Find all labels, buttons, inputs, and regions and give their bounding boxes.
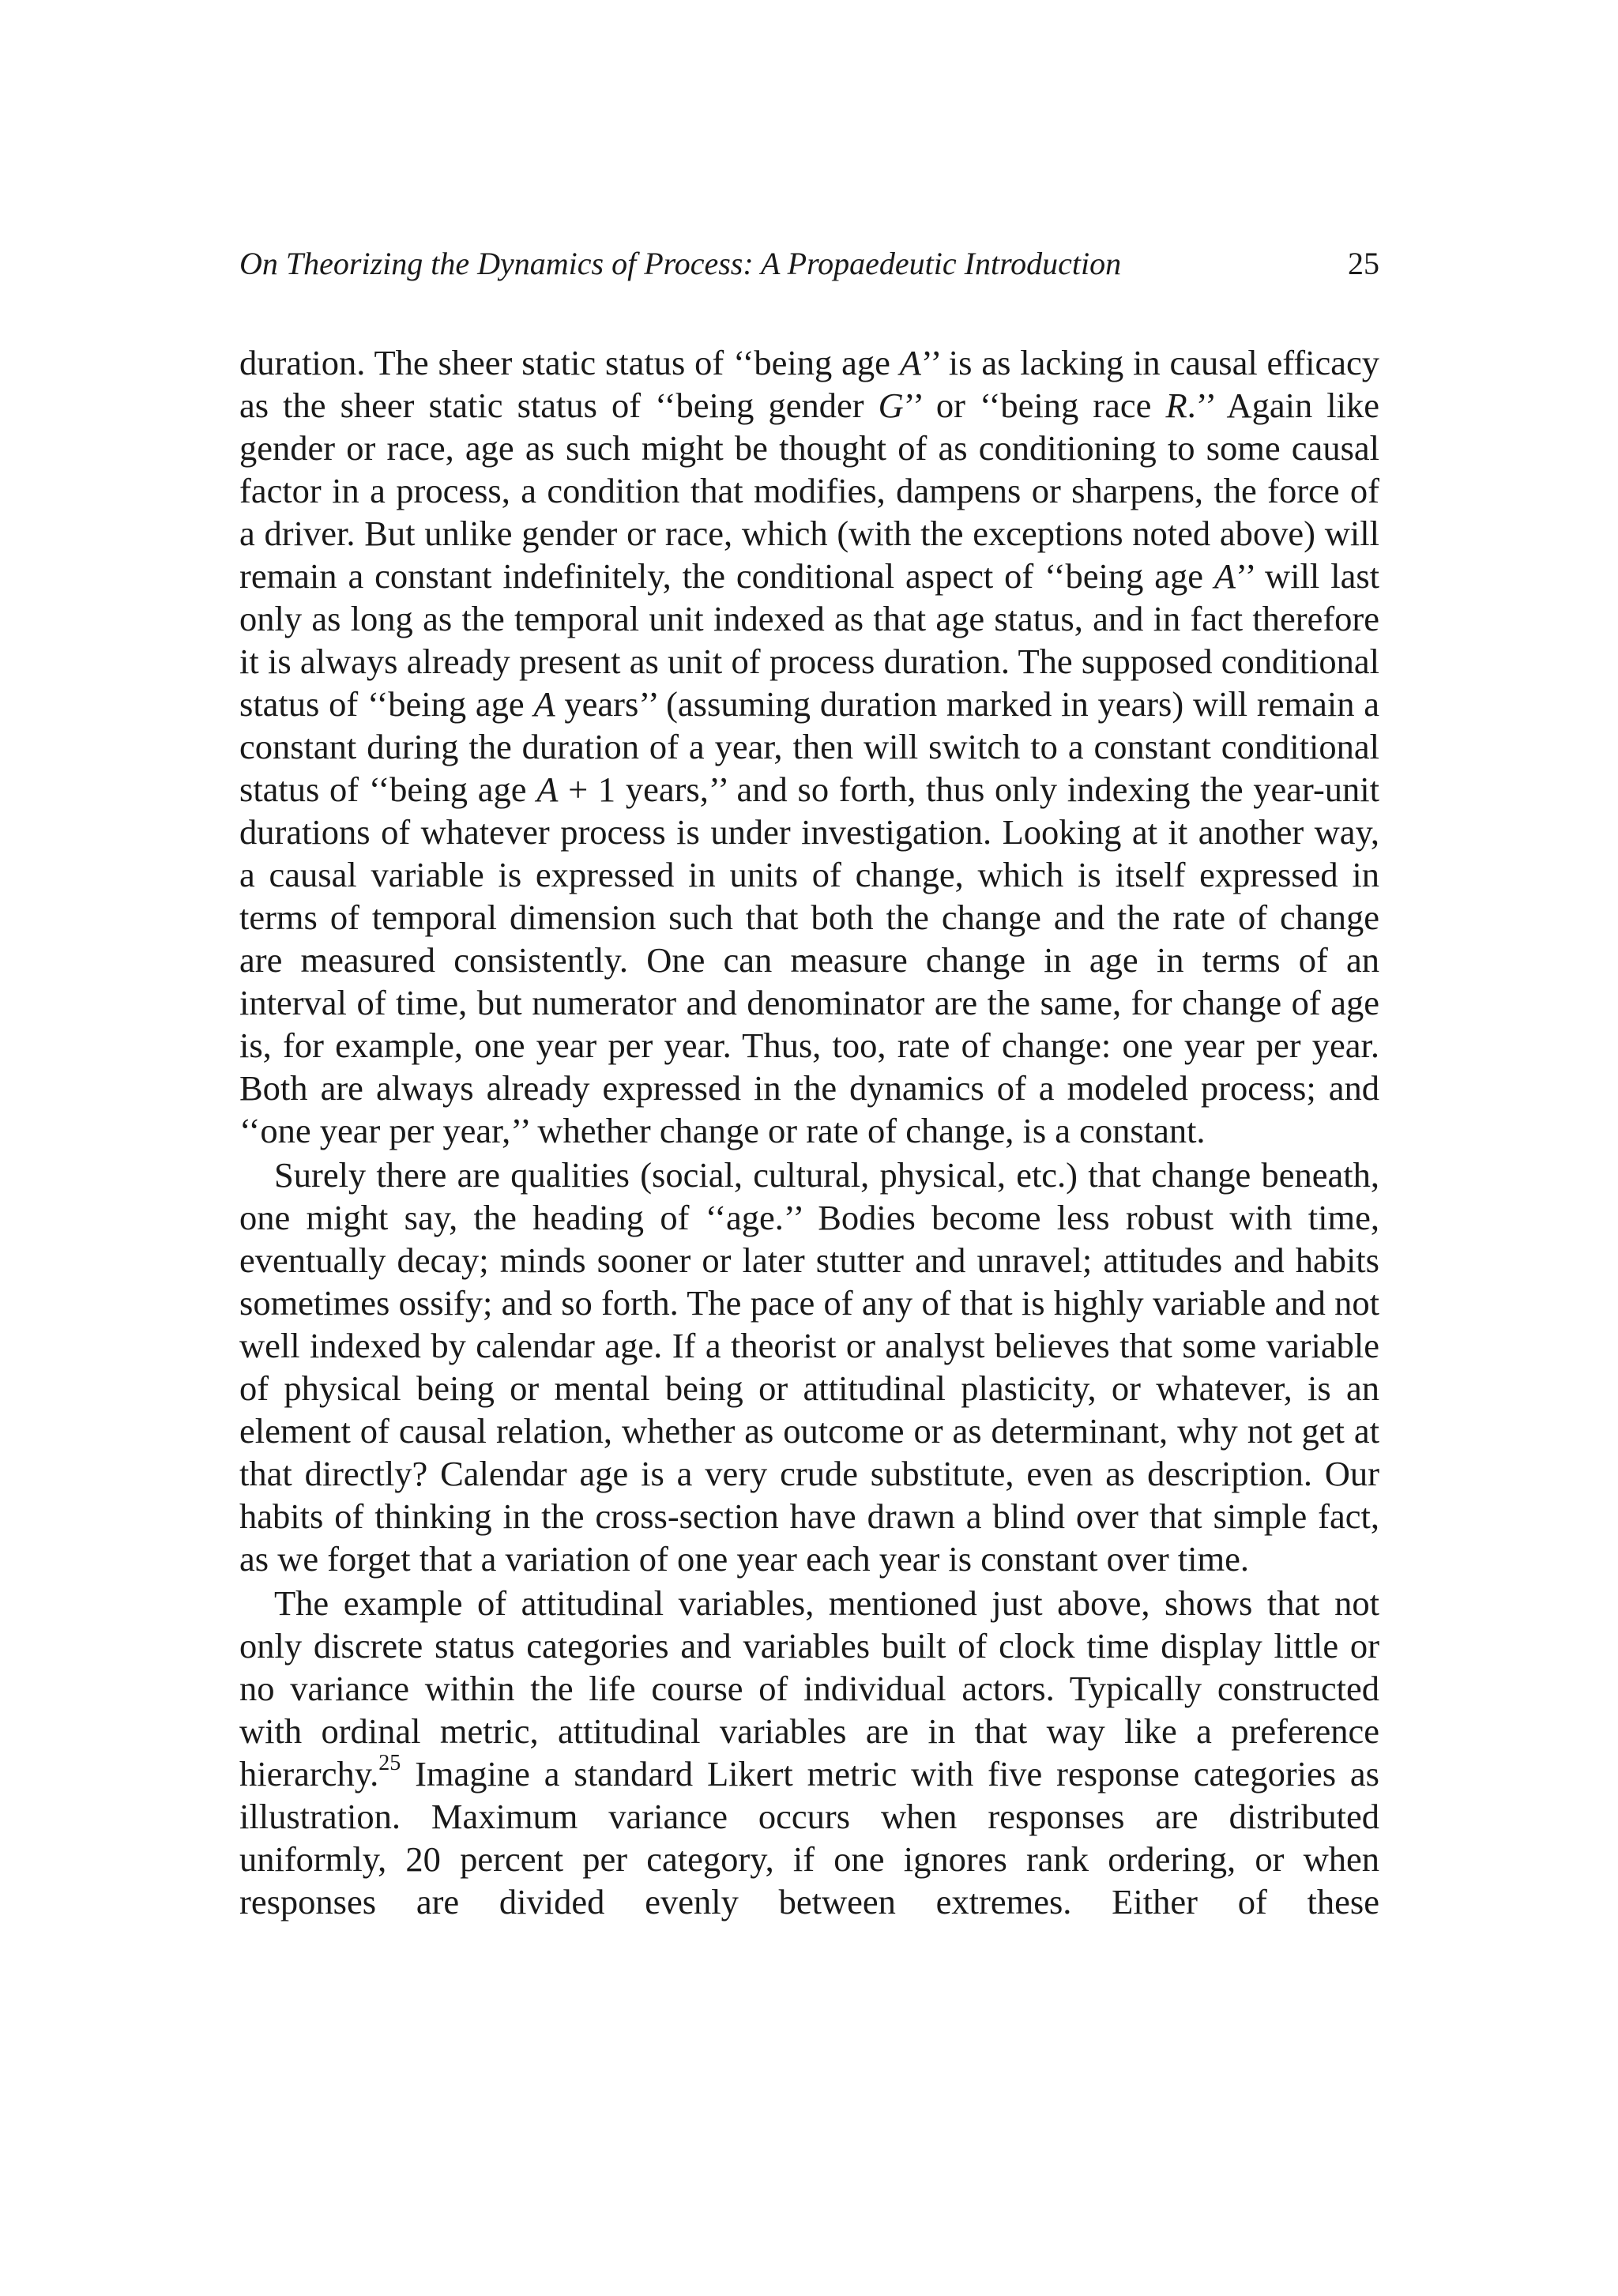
running-head: On Theorizing the Dynamics of Process: A Propaedeutic Introduction xyxy=(239,246,1122,281)
page-header xyxy=(239,242,1379,286)
paragraph-1: duration. The sheer static status of ‘‘being age A’’ is as lacking in causal efficacy as the sheer static status of ‘‘being gender G’’ or ‘‘being race R.’’ Again like gender or race, age as such might be thought of as conditioning to some causal factor in a process, a condition that modifies, dampens or sharpens, the force of a driver. But unlike gender or race, which (with the exceptions noted above) will remain a constant indefinitely, the conditional aspect of ‘‘being age A’’ will last only as long as the temporal unit indexed as that age status, and in fact therefore it is always already present as unit of process duration. The supposed conditional status of ‘‘being age A years’’ (assuming duration marked in years) will remain a constant during the duration of a year, then will switch to a constant conditional status of ‘‘being age A + 1 years,’’ and so forth, thus only indexing the year-unit durations of whatever process is under investigation. Looking at it another way, a causal variable is expressed in units of change, which is itself expressed in terms of temporal dimension such that both the change and the rate of change are measured consistently. One can measure change in age in terms of an interval of time, but numerator and denominator are the same, for change of age is, for example, one year per year. Thus, too, rate of change: one year per year. Both are always already expressed in the dynamics of a modeled process; and ‘‘one year per year,’’ whether change or rate of change, is a constant. xyxy=(239,343,1380,1150)
page-number: 25 xyxy=(1348,246,1379,281)
footnote-ref: 25 xyxy=(378,1751,401,1776)
paragraph-3: The example of attitudinal variables, mentioned just above, shows that not only discrete status categories and variables built of clock time display little or no variance within the life course of individual actors. Typically constructed with ordinal metric, attitudinal variables are in that way like a preference hierarchy.$^{25}$ Imagine a standard Likert metric with five response categories as illustration. Maximum variance occurs when responses are distributed uniformly, 20 percent per category, if one ignores rank ordering, or when responses are divided evenly between extremes. Either of these xyxy=(239,1583,1379,1921)
body-text xyxy=(239,341,1379,1923)
paragraph-2: Surely there are qualities (social, cultural, physical, etc.) that change beneath, one might say, the heading of ‘‘age.’’ Bodies become less robust with time, eventually decay; minds sooner or later stutter and unravel; attitudes and habits sometimes ossify; and so forth. The pace of any of that is highly variable and not well indexed by calendar age. If a theorist or analyst believes that some variable of physical being or mental being or attitudinal plasticity, or whatever, is an element of causal relation, whether as outcome or as determinant, why not get at that directly? Calendar age is a very crude substitute, even as description. Our habits of thinking in the cross-section have drawn a blind over that simple fact, as we forget that a variation of one year each year is constant over time. xyxy=(239,1155,1379,1579)
